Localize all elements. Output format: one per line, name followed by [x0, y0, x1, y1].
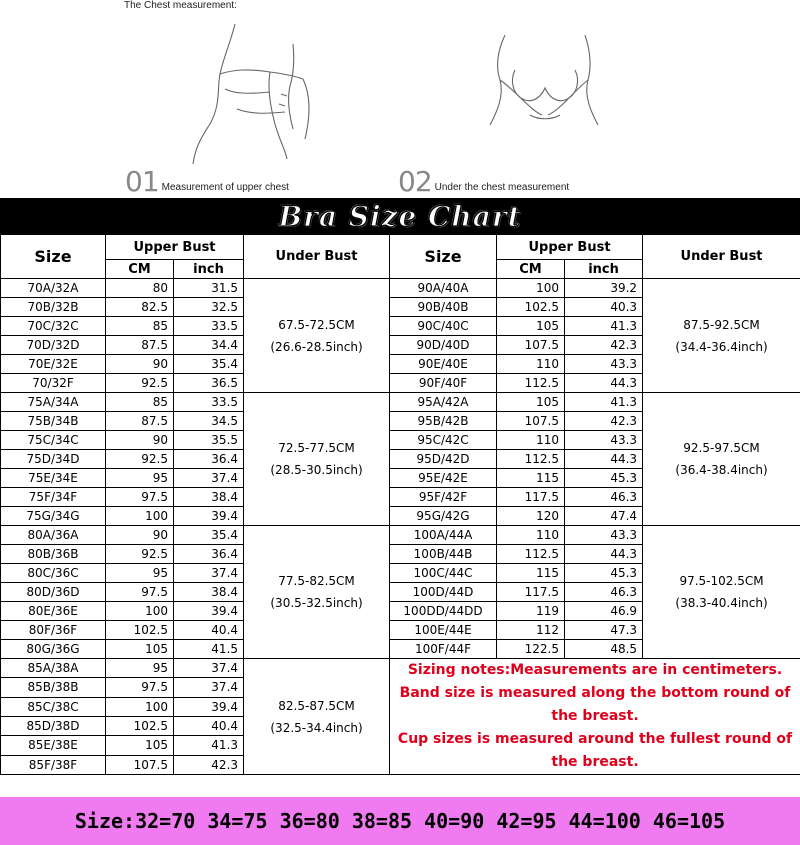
left-inch-cell: 32.5	[174, 298, 244, 317]
left-size-cell: 80B/36B	[1, 545, 106, 564]
size-conversion-text: Size:32=70 34=75 36=80 38=85 40=90 42=95 44=100 46=105	[74, 809, 726, 833]
right-cm-cell: 102.5	[497, 298, 565, 317]
table-row	[1, 393, 800, 412]
left-inch-cell: 38.4	[174, 488, 244, 507]
left-size-cell: 75E/34E	[1, 469, 106, 488]
left-under-bust-cell	[244, 279, 390, 393]
left-inch-cell: 36.4	[174, 450, 244, 469]
left-size-cell: 75F/34F	[1, 488, 106, 507]
right-inch-cell: 42.3	[565, 336, 643, 355]
right-under-bust-cell	[643, 393, 800, 526]
right-under-bust-cell	[643, 526, 800, 659]
right-size-cell: 95F/42F	[390, 488, 497, 507]
right-inch-cell: 43.3	[565, 431, 643, 450]
right-cm-cell: 110	[497, 526, 565, 545]
step-2-label: Under the chest measurement	[434, 182, 570, 193]
left-under-bust-cell	[244, 393, 390, 526]
under-bust-cm: 67.5-72.5CM	[278, 317, 355, 332]
left-under-bust-cell	[244, 526, 390, 659]
left-inch-cell: 35.4	[174, 526, 244, 545]
left-size-cell: 75A/34A	[1, 393, 106, 412]
left-inch-cell: 39.4	[174, 697, 244, 716]
left-cm-cell: 97.5	[106, 488, 174, 507]
sizing-notes	[390, 659, 800, 775]
chart-title: Bra Size Chart	[278, 199, 522, 233]
step-1-label: Measurement of upper chest	[161, 182, 289, 193]
right-size-cell: 100E/44E	[390, 621, 497, 640]
step-1-number: 01	[125, 165, 159, 198]
chart-banner	[0, 198, 800, 234]
right-cm-cell: 107.5	[497, 412, 565, 431]
under-bust-inch: (30.5-32.5inch)	[270, 596, 363, 610]
right-size-cell: 90A/40A	[390, 279, 497, 298]
under-bust-inch: (26.6-28.5inch)	[270, 339, 363, 354]
left-under-bust-header: Under Bust	[244, 235, 390, 279]
under-chest-illustration	[470, 20, 620, 160]
right-cm-cell: 112.5	[497, 374, 565, 393]
left-size-cell: 70E/32E	[1, 355, 106, 374]
right-size-cell: 100A/44A	[390, 526, 497, 545]
right-size-cell: 90B/40B	[390, 298, 497, 317]
left-cm-cell: 95	[106, 659, 174, 678]
right-inch-cell: 45.3	[565, 564, 643, 583]
right-upper-bust-header: Upper Bust	[497, 235, 643, 260]
left-cm-cell: 82.5	[106, 298, 174, 317]
step-2-number: 02	[398, 165, 432, 198]
left-inch-header: inch	[174, 260, 244, 279]
left-under-bust-cell	[244, 659, 390, 775]
left-size-cell: 70D/32D	[1, 336, 106, 355]
right-cm-cell: 105	[497, 317, 565, 336]
left-size-cell: 80D/36D	[1, 583, 106, 602]
left-size-cell: 85B/38B	[1, 678, 106, 697]
left-size-cell: 75D/34D	[1, 450, 106, 469]
sizing-note-line: Band size is measured along the bottom round of the breast.	[399, 685, 791, 724]
right-cm-cell: 115	[497, 564, 565, 583]
sizing-note-line: Sizing notes:Measurements are in centimeters.	[407, 662, 783, 678]
left-inch-cell: 40.4	[174, 621, 244, 640]
left-cm-cell: 90	[106, 526, 174, 545]
left-inch-cell: 39.4	[174, 507, 244, 526]
right-size-header: Size	[390, 235, 497, 279]
left-inch-cell: 33.5	[174, 393, 244, 412]
left-size-cell: 85D/38D	[1, 716, 106, 735]
left-inch-cell: 33.5	[174, 317, 244, 336]
right-cm-cell: 115	[497, 469, 565, 488]
right-cm-header: CM	[497, 260, 565, 279]
left-inch-cell: 37.4	[174, 659, 244, 678]
left-cm-cell: 95	[106, 564, 174, 583]
right-inch-cell: 45.3	[565, 469, 643, 488]
under-bust-inch: (36.4-38.4inch)	[675, 463, 768, 477]
table-row	[1, 659, 800, 678]
right-size-cell: 100F/44F	[390, 640, 497, 659]
upper-chest-illustration	[175, 14, 340, 164]
left-size-cell: 70C/32C	[1, 317, 106, 336]
right-size-cell: 95A/42A	[390, 393, 497, 412]
left-inch-cell: 31.5	[174, 279, 244, 298]
left-cm-cell: 100	[106, 507, 174, 526]
left-size-cell: 70A/32A	[1, 279, 106, 298]
left-inch-cell: 35.4	[174, 355, 244, 374]
left-cm-cell: 92.5	[106, 374, 174, 393]
under-bust-cm: 82.5-87.5CM	[278, 698, 355, 713]
under-bust-inch: (28.5-30.5inch)	[270, 463, 363, 477]
left-inch-cell: 37.4	[174, 564, 244, 583]
right-inch-header: inch	[565, 260, 643, 279]
right-cm-cell: 112.5	[497, 450, 565, 469]
right-cm-cell: 120	[497, 507, 565, 526]
right-size-cell: 95G/42G	[390, 507, 497, 526]
right-size-cell: 100D/44D	[390, 583, 497, 602]
left-inch-cell: 41.3	[174, 736, 244, 755]
right-inch-cell: 47.4	[565, 507, 643, 526]
right-inch-cell: 47.3	[565, 621, 643, 640]
right-inch-cell: 46.9	[565, 602, 643, 621]
left-cm-cell: 92.5	[106, 545, 174, 564]
left-cm-cell: 92.5	[106, 450, 174, 469]
left-cm-cell: 105	[106, 736, 174, 755]
right-cm-cell: 112	[497, 621, 565, 640]
right-cm-cell: 119	[497, 602, 565, 621]
left-size-cell: 70B/32B	[1, 298, 106, 317]
under-bust-inch: (34.4-36.4inch)	[675, 339, 768, 354]
under-bust-cm: 92.5-97.5CM	[683, 441, 760, 455]
right-size-cell: 95C/42C	[390, 431, 497, 450]
right-inch-cell: 43.3	[565, 355, 643, 374]
right-cm-cell: 100	[497, 279, 565, 298]
left-size-cell: 80E/36E	[1, 602, 106, 621]
right-inch-cell: 44.3	[565, 545, 643, 564]
left-cm-cell: 80	[106, 279, 174, 298]
right-inch-cell: 40.3	[565, 298, 643, 317]
left-inch-cell: 39.4	[174, 602, 244, 621]
left-inch-cell: 40.4	[174, 716, 244, 735]
left-cm-cell: 107.5	[106, 755, 174, 774]
left-size-cell: 75C/34C	[1, 431, 106, 450]
step-1	[125, 165, 289, 198]
size-table	[0, 234, 800, 775]
left-inch-cell: 34.5	[174, 412, 244, 431]
left-inch-cell: 37.4	[174, 678, 244, 697]
right-size-cell: 100DD/44DD	[390, 602, 497, 621]
right-inch-cell: 41.3	[565, 393, 643, 412]
right-inch-cell: 42.3	[565, 412, 643, 431]
measurement-illustration-area	[0, 0, 800, 198]
right-cm-cell: 105	[497, 393, 565, 412]
left-size-cell: 80A/36A	[1, 526, 106, 545]
right-size-cell: 95B/42B	[390, 412, 497, 431]
right-inch-cell: 46.3	[565, 488, 643, 507]
right-size-cell: 90C/40C	[390, 317, 497, 336]
left-cm-cell: 102.5	[106, 716, 174, 735]
left-cm-cell: 85	[106, 317, 174, 336]
left-size-header: Size	[1, 235, 106, 279]
left-cm-cell: 85	[106, 393, 174, 412]
table-row	[1, 279, 800, 298]
right-inch-cell: 41.3	[565, 317, 643, 336]
right-size-cell: 100C/44C	[390, 564, 497, 583]
under-bust-inch: (38.3-40.4inch)	[675, 596, 768, 610]
under-bust-inch: (32.5-34.4inch)	[270, 720, 363, 735]
right-cm-cell: 107.5	[497, 336, 565, 355]
left-size-cell: 85C/38C	[1, 697, 106, 716]
left-size-cell: 80G/36G	[1, 640, 106, 659]
left-cm-cell: 100	[106, 697, 174, 716]
under-bust-cm: 77.5-82.5CM	[278, 574, 355, 588]
right-cm-cell: 112.5	[497, 545, 565, 564]
right-under-bust-cell	[643, 279, 800, 393]
right-size-cell: 95D/42D	[390, 450, 497, 469]
right-inch-cell: 46.3	[565, 583, 643, 602]
left-cm-cell: 105	[106, 640, 174, 659]
left-cm-cell: 97.5	[106, 583, 174, 602]
left-size-cell: 85E/38E	[1, 736, 106, 755]
left-size-cell: 75G/34G	[1, 507, 106, 526]
left-inch-cell: 36.5	[174, 374, 244, 393]
right-cm-cell: 110	[497, 355, 565, 374]
right-cm-cell: 110	[497, 431, 565, 450]
left-size-cell: 70/32F	[1, 374, 106, 393]
under-bust-cm: 72.5-77.5CM	[278, 441, 355, 455]
right-inch-cell: 44.3	[565, 374, 643, 393]
right-cm-cell: 117.5	[497, 583, 565, 602]
left-size-cell: 80F/36F	[1, 621, 106, 640]
left-inch-cell: 34.4	[174, 336, 244, 355]
left-cm-cell: 95	[106, 469, 174, 488]
step-2	[398, 165, 570, 198]
left-inch-cell: 36.4	[174, 545, 244, 564]
left-cm-cell: 102.5	[106, 621, 174, 640]
left-size-cell: 85A/38A	[1, 659, 106, 678]
left-inch-cell: 41.5	[174, 640, 244, 659]
right-size-cell: 95E/42E	[390, 469, 497, 488]
left-size-cell: 80C/36C	[1, 564, 106, 583]
left-cm-cell: 100	[106, 602, 174, 621]
right-inch-cell: 48.5	[565, 640, 643, 659]
right-cm-cell: 122.5	[497, 640, 565, 659]
right-size-cell: 90D/40D	[390, 336, 497, 355]
right-inch-cell: 44.3	[565, 450, 643, 469]
sizing-note-line: Cup sizes is measured around the fullest round of the breast.	[397, 731, 793, 770]
right-size-cell: 90E/40E	[390, 355, 497, 374]
left-cm-cell: 90	[106, 431, 174, 450]
table-row	[1, 526, 800, 545]
right-cm-cell: 117.5	[497, 488, 565, 507]
left-size-cell: 85F/38F	[1, 755, 106, 774]
left-cm-cell: 90	[106, 355, 174, 374]
right-inch-cell: 39.2	[565, 279, 643, 298]
under-bust-cm: 87.5-92.5CM	[683, 317, 760, 332]
caption: The Chest measurement:	[124, 0, 237, 11]
right-size-cell: 90F/40F	[390, 374, 497, 393]
left-cm-cell: 87.5	[106, 412, 174, 431]
left-cm-cell: 97.5	[106, 678, 174, 697]
right-inch-cell: 43.3	[565, 526, 643, 545]
right-size-cell: 100B/44B	[390, 545, 497, 564]
size-conversion-footer	[0, 797, 800, 845]
left-cm-header: CM	[106, 260, 174, 279]
left-cm-cell: 87.5	[106, 336, 174, 355]
left-inch-cell: 35.5	[174, 431, 244, 450]
right-under-bust-header: Under Bust	[643, 235, 800, 279]
left-size-cell: 75B/34B	[1, 412, 106, 431]
left-inch-cell: 38.4	[174, 583, 244, 602]
left-inch-cell: 37.4	[174, 469, 244, 488]
under-bust-cm: 97.5-102.5CM	[679, 574, 764, 588]
left-inch-cell: 42.3	[174, 755, 244, 774]
left-upper-bust-header: Upper Bust	[106, 235, 244, 260]
